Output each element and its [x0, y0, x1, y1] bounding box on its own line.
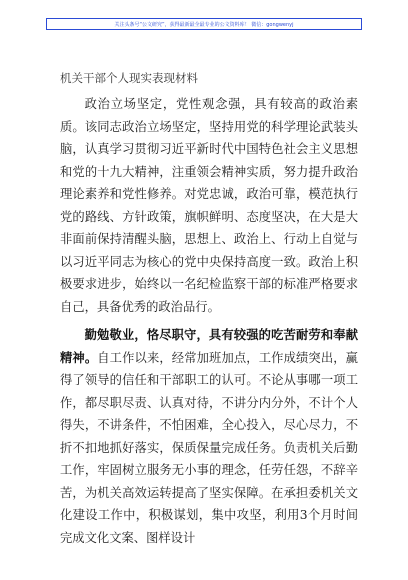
document-body: [60, 93, 358, 549]
promo-banner: [46, 18, 362, 30]
paragraph-diligence-body: 自工作以来，经常加班加点，工作成绩突出，赢得了领导的信任和干部职工的认可。不论从事哪一项工作，都尽职尽责、认真对待，不讲分内分外，不计个人得失，不讲条件，不怕困难，全心投入，尽心尽力，不折不扣地抓好落实，保质保量完成任务。负责机关后勤工作，牢固树立服务无小事的理念，任劳任怨，不辞辛苦，为机关高效运转提高了坚实保障。在承担委机关文化建设工作中，积极谋划，集中攻坚，利用3个月时间完成文化文案、图样设计: [60, 350, 358, 545]
document-title: 机关干部个人现实表现材料: [60, 71, 198, 85]
promo-banner-text: 关注头条号“公文研究”，获得最新最全最专业的公文资料库！ 微信：gongwenyj: [114, 21, 294, 28]
paragraph-political-quality: 政治立场坚定，党性观念强，具有较高的政治素质。该同志政治立场坚定，坚持用党的科学理论武装头脑，认真学习贯彻习近平新时代中国特色社会主义思想和党的十九大精神，注重领会精神实质，努力提升政治理论素养和党性修养。对党忠诚，政治可靠，模范执行党的路线、方针政策，旗帜鲜明、态度坚决，在大是大非面前保持清醒头脑，思想上、政治上、行动上自觉与以习近平同志为核心的党中央保持高度一致。政治上积极要求进步，始终以一名纪检监察干部的标准严格要求自己，具备优秀的政治品行。: [60, 97, 358, 314]
paragraph-diligence: [60, 324, 358, 549]
paragraph-diligence-lead: 勤勉敬业，恪尽职守，具有较强的吃苦耐劳和奉献精神。: [60, 327, 358, 365]
